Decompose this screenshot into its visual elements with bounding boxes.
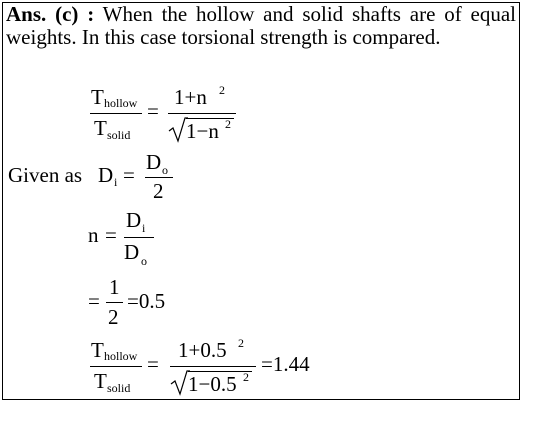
answer-box — [2, 2, 520, 400]
eq1-den-T: T — [94, 116, 107, 140]
answer-paragraph — [6, 3, 516, 49]
eq2-num-D: D — [146, 150, 162, 174]
eq2-den: 2 — [153, 179, 164, 203]
eq5-left-bar — [90, 366, 142, 367]
eq3-num-sub: i — [142, 221, 146, 235]
eq1-num: 1+n — [174, 85, 207, 109]
eq5-num: 1+0.5 — [178, 338, 227, 362]
eq5-den-inner: 1−0.5 — [188, 372, 237, 396]
eq2-D: D — [98, 163, 114, 187]
sqrt-icon — [168, 117, 188, 143]
eq4-equals: = — [88, 289, 100, 313]
eq1-den-inner: 1−n — [186, 119, 219, 143]
eq3-equals: = — [105, 223, 117, 247]
eq2-equals: = — [123, 163, 135, 187]
eq4-bar — [106, 302, 123, 303]
eq5-result: =1.44 — [261, 352, 310, 376]
eq5-den-sub: solid — [107, 381, 131, 395]
eq1-den-exp: 2 — [225, 117, 231, 131]
eq1-num-T: T — [91, 85, 104, 109]
eq5-num-exp: 2 — [238, 336, 244, 350]
eq4-num: 1 — [109, 275, 120, 299]
eq2-lead: Given as — [8, 163, 83, 187]
eq5-num-T: T — [91, 338, 104, 362]
eq1-left-bar — [90, 113, 142, 114]
eq2-num-sub: o — [162, 163, 168, 177]
eq1-den-sub: solid — [107, 128, 131, 142]
eq5-den-exp: 2 — [243, 370, 249, 384]
answer-text: When the hollow and solid shafts are of equal weights. In this case torsional strength is compared. — [6, 2, 516, 49]
eq3-den-sub: o — [141, 254, 147, 268]
eq3-num-D: D — [126, 208, 142, 232]
eq2-sub: i — [114, 175, 118, 189]
sqrt-icon — [170, 370, 190, 396]
eq2-bar — [145, 177, 173, 178]
eq1-equals: = — [147, 99, 159, 123]
eq5-right-bar — [170, 366, 256, 367]
eq1-num-sub: hollow — [104, 96, 138, 110]
eq3-bar — [124, 237, 154, 238]
eq5-den-T: T — [94, 369, 107, 393]
eq5-num-sub: hollow — [104, 349, 138, 363]
eq4-result: =0.5 — [127, 289, 166, 313]
eq5-equals: = — [147, 352, 159, 376]
eq3-n: n — [88, 223, 99, 247]
eq4-den: 2 — [108, 305, 119, 329]
eq1-num-exp: 2 — [219, 83, 225, 97]
eq1-right-bar — [168, 113, 236, 114]
eq3-den-D: D — [124, 240, 140, 264]
answer-label: Ans. (c) : — [6, 2, 95, 26]
